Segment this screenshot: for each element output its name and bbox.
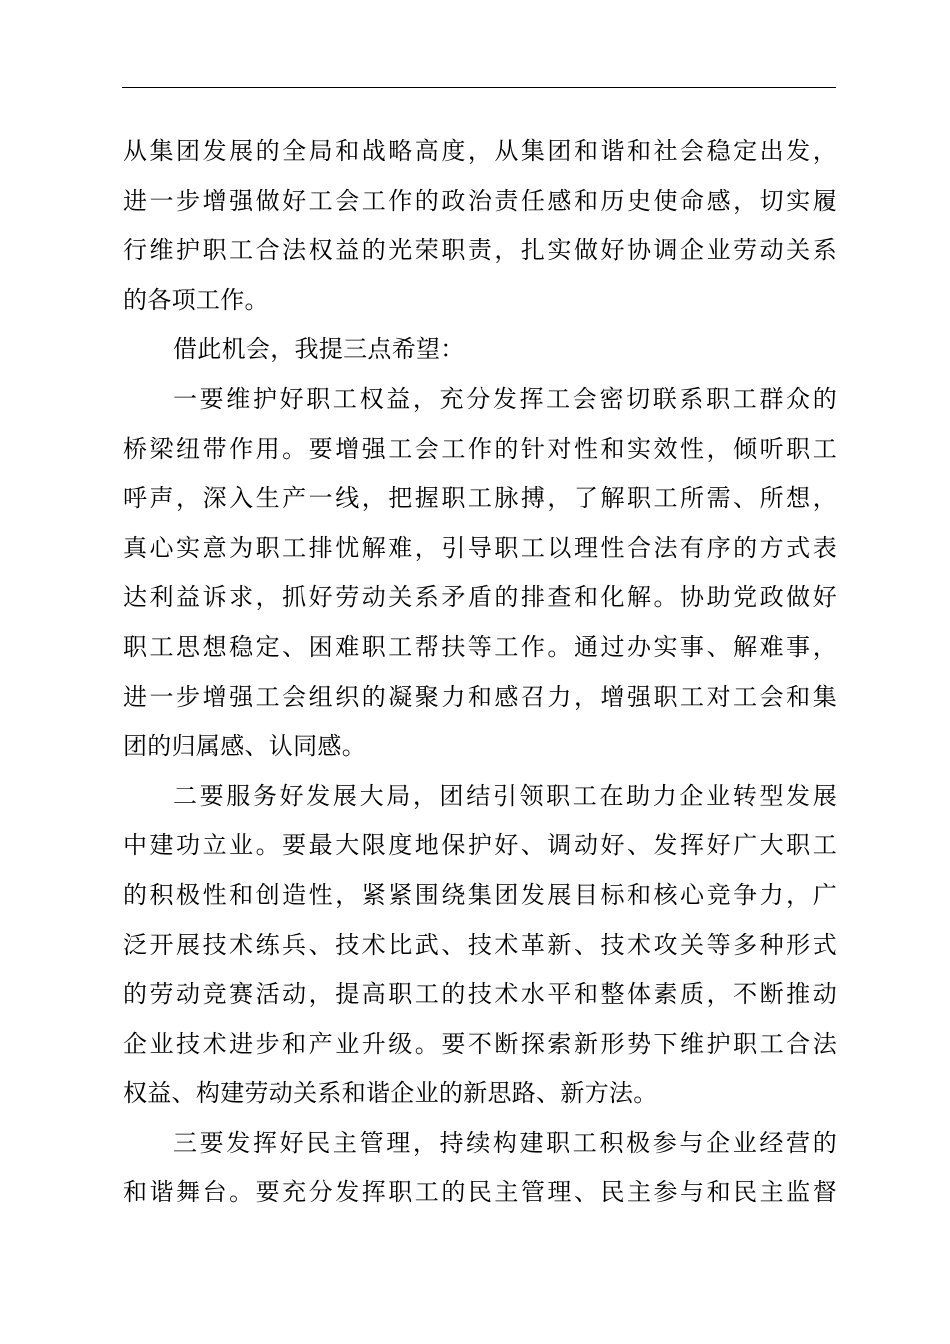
text-line: 进一步增强工会组织的凝聚力和感召力，增强职工对工会和集 <box>123 682 837 711</box>
text-line: 的劳动竞赛活动，提高职工的技术水平和整体素质，不断推动 <box>123 980 837 1009</box>
header-rule <box>122 87 836 88</box>
text-line: 和谐舞台。要充分发挥职工的民主管理、民主参与和民主监督 <box>123 1178 837 1207</box>
paragraph-intro: 借此机会，我提三点希望： <box>173 335 465 364</box>
paragraph-second-point: 二要服务好发展大局，团结引领职工在助力企业转型发展 <box>173 781 837 810</box>
text-line: 企业技术进步和产业升级。要不断探索新形势下维护职工合法 <box>123 1029 837 1058</box>
text-line: 泛开展技术练兵、技术比武、技术革新、技术攻关等多种形式 <box>123 930 837 959</box>
text-line: 达利益诉求，抓好劳动关系矛盾的排查和化解。协助党政做好 <box>123 583 837 612</box>
text-line: 呼声，深入生产一线，把握职工脉搏，了解职工所需、所想， <box>123 484 837 513</box>
text-line: 的各项工作。 <box>123 285 269 314</box>
text-line: 从集团发展的全局和战略高度，从集团和谐和社会稳定出发， <box>123 137 837 165</box>
text-line: 桥梁纽带作用。要增强工会工作的针对性和实效性，倾听职工 <box>123 434 837 463</box>
body-text <box>123 127 837 1218</box>
text-line: 团的归属感、认同感。 <box>123 732 366 761</box>
text-line: 权益、构建劳动关系和谐企业的新思路、新方法。 <box>123 1079 658 1108</box>
text-line: 行维护职工合法权益的光荣职责，扎实做好协调企业劳动关系 <box>123 236 837 265</box>
text-line: 职工思想稳定、困难职工帮扶等工作。通过办实事、解难事， <box>123 632 837 661</box>
paragraph-third-point: 三要发挥好民主管理，持续构建职工积极参与企业经营的 <box>173 1128 837 1157</box>
text-line: 中建功立业。要最大限度地保护好、调动好、发挥好广大职工 <box>123 831 837 860</box>
paragraph-first-point: 一要维护好职工权益，充分发挥工会密切联系职工群众的 <box>173 384 837 413</box>
text-line: 进一步增强做好工会工作的政治责任感和历史使命感，切实履 <box>123 186 837 215</box>
text-line: 真心实意为职工排忧解难，引导职工以理性合法有序的方式表 <box>123 533 837 562</box>
text-line: 的积极性和创造性，紧紧围绕集团发展目标和核心竞争力，广 <box>123 880 837 909</box>
